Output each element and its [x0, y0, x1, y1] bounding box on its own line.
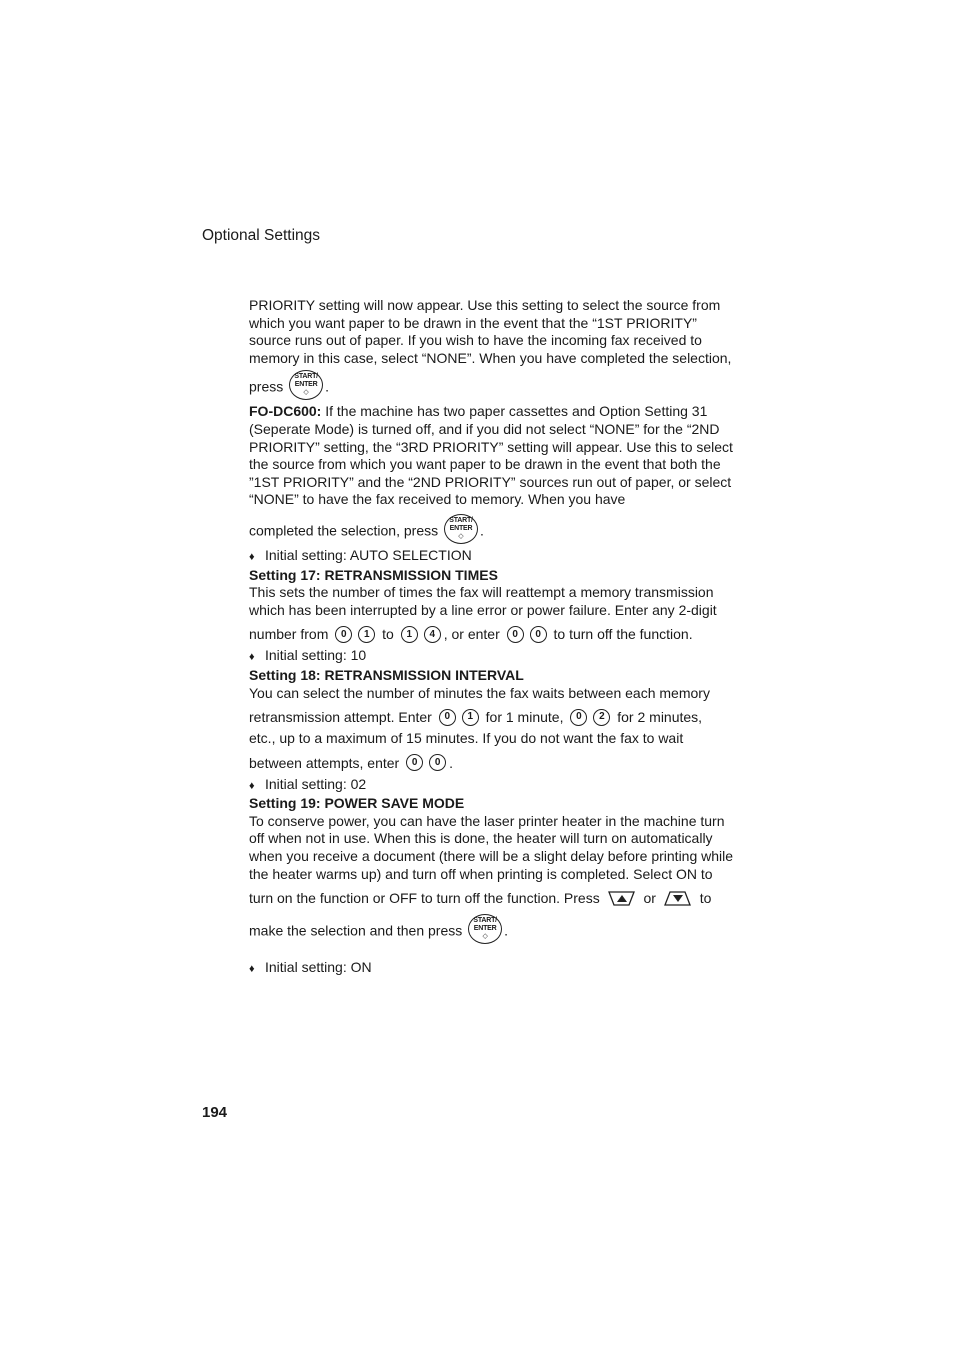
setting-18-text-2: etc., up to a maximum of 15 minutes. If you do not want the fax to wait [249, 730, 684, 747]
setting-19-heading: Setting 19: POWER SAVE MODE [249, 795, 465, 812]
diamond-bullet-icon: ♦ [249, 779, 255, 792]
key-4-icon: 4 [424, 626, 441, 643]
setting-17-heading: Setting 17: RETRANSMISSION TIMES [249, 566, 498, 583]
setting-18-heading: Setting 18: RETRANSMISSION INTERVAL [249, 666, 524, 683]
down-arrow-key-icon [663, 890, 693, 907]
key-0-icon: 0 [429, 754, 446, 771]
initial-setting-on: ♦ Initial setting: ON [249, 959, 741, 979]
setting-17-text: This sets the number of times the fax will reattempt a memory transmission which has been interrupted by a line error or power failure. Enter any 2-digit [249, 584, 717, 618]
start-enter-key-icon: START/ ENTER ◇ [468, 914, 502, 944]
fo-dc600-label: FO-DC600: [249, 403, 322, 420]
setting-19-arrows-line: turn on the function or OFF to turn off the function. Press or to [249, 890, 712, 907]
key-0-icon: 0 [507, 626, 524, 643]
key-0-icon: 0 [406, 754, 423, 771]
key-0-icon: 0 [335, 626, 352, 643]
fo-dc600-paragraph: FO-DC600: If the machine has two paper cassettes and Option Setting 31 (Seperate Mode) is turned off, and if you did not select “NONE” for the “2ND PRIORITY” setting, the “3RD PRIORITY” setting will appear. Use this to select the source from which you want paper to be drawn in the event that both the ”1ST PRIORITY” and the “2ND PRIORITY” sources run out of paper, or select “NONE” to have the fax received to memory. When you have [249, 403, 733, 508]
start-enter-key-icon: START/ ENTER ◇ [444, 514, 478, 544]
press-label: press [249, 379, 284, 396]
priority-press-line: press START/ ENTER ◇ . [249, 373, 741, 403]
key-1-icon: 1 [358, 626, 375, 643]
key-0-icon: 0 [439, 709, 456, 726]
setting-18-keys-line-2: between attempts, enter 0 0 . [249, 754, 453, 771]
fo-dc600-press-line: completed the selection, press START/ ENTER ◇ . [249, 517, 741, 547]
setting-19-text: To conserve power, you can have the laser printer heater in the machine turn off when not in use. When this is done, the heater will turn on automatically when you receive a document (there will be a slight delay before printing while the heater warms up) and turn off when printing is completed. Select ON to [249, 812, 734, 882]
diamond-bullet-icon: ♦ [249, 963, 255, 976]
key-1-icon: 1 [401, 626, 418, 643]
diamond-bullet-icon: ♦ [249, 550, 255, 563]
setting-17-keys-line: number from 0 1 to 1 4 , or enter 0 0 to turn off the function. [249, 626, 693, 643]
setting-18-text: You can select the number of minutes the fax waits between each memory [249, 684, 710, 701]
key-0-icon: 0 [530, 626, 547, 643]
initial-setting-02: ♦ Initial setting: 02 [249, 776, 741, 796]
priority-paragraph: PRIORITY setting will now appear. Use this setting to select the source from which you want paper to be drawn in the event that the “1ST PRIORITY” source runs out of paper. If you wish to have the incoming fax received to memory in this case, select “NONE”. When you have completed the selection, [249, 297, 732, 366]
initial-setting-10: ♦ Initial setting: 10 [249, 647, 741, 667]
initial-setting-auto: ♦ Initial setting: AUTO SELECTION [249, 547, 741, 567]
section-title: Optional Settings [202, 227, 321, 244]
key-0-icon: 0 [570, 709, 587, 726]
key-2-icon: 2 [593, 709, 610, 726]
key-1-icon: 1 [462, 709, 479, 726]
page-content [249, 297, 741, 979]
setting-19-press-line: make the selection and then press START/ ENTER ◇ . [249, 917, 741, 947]
page-number: 194 [202, 1104, 228, 1121]
start-enter-key-icon: START/ ENTER ◇ [289, 370, 323, 400]
setting-18-keys-line: retransmission attempt. Enter 0 1 for 1 minute, 0 2 for 2 minutes, [249, 709, 703, 726]
up-arrow-key-icon [607, 890, 637, 907]
diamond-bullet-icon: ♦ [249, 651, 255, 664]
